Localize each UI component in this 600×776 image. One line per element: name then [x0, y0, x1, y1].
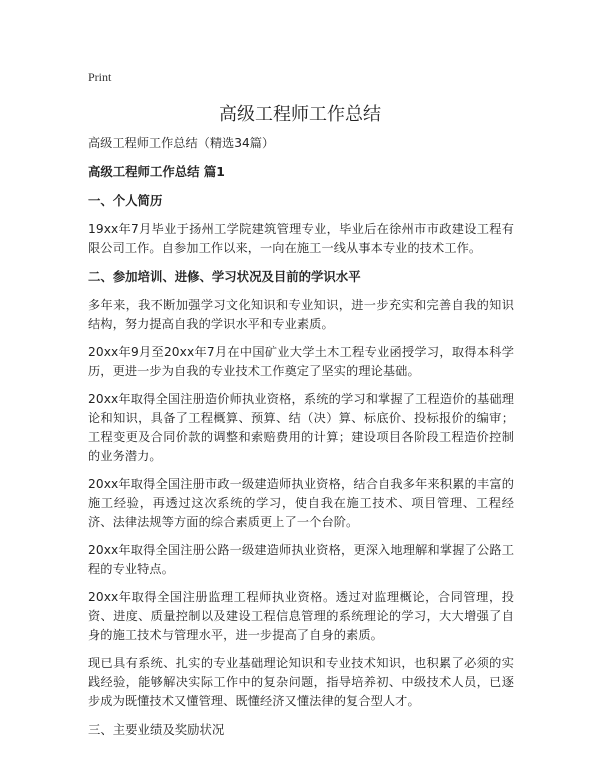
paragraph-training-1: 多年来，我不断加强学习文化知识和专业知识，进一步充实和完善自我的知识结构，努力提高自我的学识水平和专业素质。: [88, 298, 514, 331]
section-title: 高级工程师工作总结 篇1: [88, 164, 225, 179]
paragraph-resume: 19xx年7月毕业于扬州工学院建筑管理专业，毕业后在徐州市市政建设工程有限公司工作。自参加工作以来，一向在施工一线从事本专业的技术工作。: [88, 222, 514, 255]
paragraph-training-4: 20xx年取得全国注册市政一级建造师执业资格，结合自我多年来积累的丰富的施工经验，再透过这次系统的学习，使自我在施工技术、项目管理、工程经济、法律法规等方面的综合素质更上了一个台阶。: [88, 477, 514, 529]
heading-achievements: 三、主要业绩及奖励状况: [88, 722, 225, 737]
paragraph-training-2: 20xx年9月至20xx年7月在中国矿业大学土木工程专业函授学习，取得本科学历，更进一步为自我的专业技术工作奠定了坚实的理论基础。: [88, 345, 514, 378]
print-link[interactable]: Print: [88, 70, 112, 84]
paragraph-training-3: 20xx年取得全国注册造价师执业资格，系统的学习和掌握了工程造价的基础理论和知识，具备了工程概算、预算、结（决）算、标底价、投标报价的编审；工程变更及合同价款的调整和索赔费用的计算；建设项目各阶段工程造价控制的业务潜力。: [88, 392, 514, 463]
paragraph-training-6: 20xx年取得全国注册监理工程师执业资格。透过对监理概论，合同管理，投资、进度、质量控制以及建设工程信息管理的系统理论的学习，大大增强了自身的施工技术与管理水平，进一步提高了自身的素质。: [88, 590, 514, 642]
paragraph-training-7: 现已具有系统、扎实的专业基础理论知识和专业技术知识，也积累了必须的实践经验，能够解决实际工作中的复杂问题，指导培养初、中级技术人员，已逐步成为既懂技术又懂管理、既懂经济又懂法律的复合型人才。: [88, 656, 514, 708]
heading-training: 二、参加培训、进修、学习状况及目前的学识水平: [88, 269, 361, 284]
paragraph-training-5: 20xx年取得全国注册公路一级建造师执业资格，更深入地理解和掌握了公路工程的专业特点。: [88, 543, 514, 576]
document-subtitle: 高级工程师工作总结（精选34篇）: [88, 136, 275, 150]
heading-resume: 一、个人简历: [88, 193, 163, 208]
document-title: 高级工程师工作总结: [219, 104, 381, 125]
document-content: [88, 134, 514, 749]
